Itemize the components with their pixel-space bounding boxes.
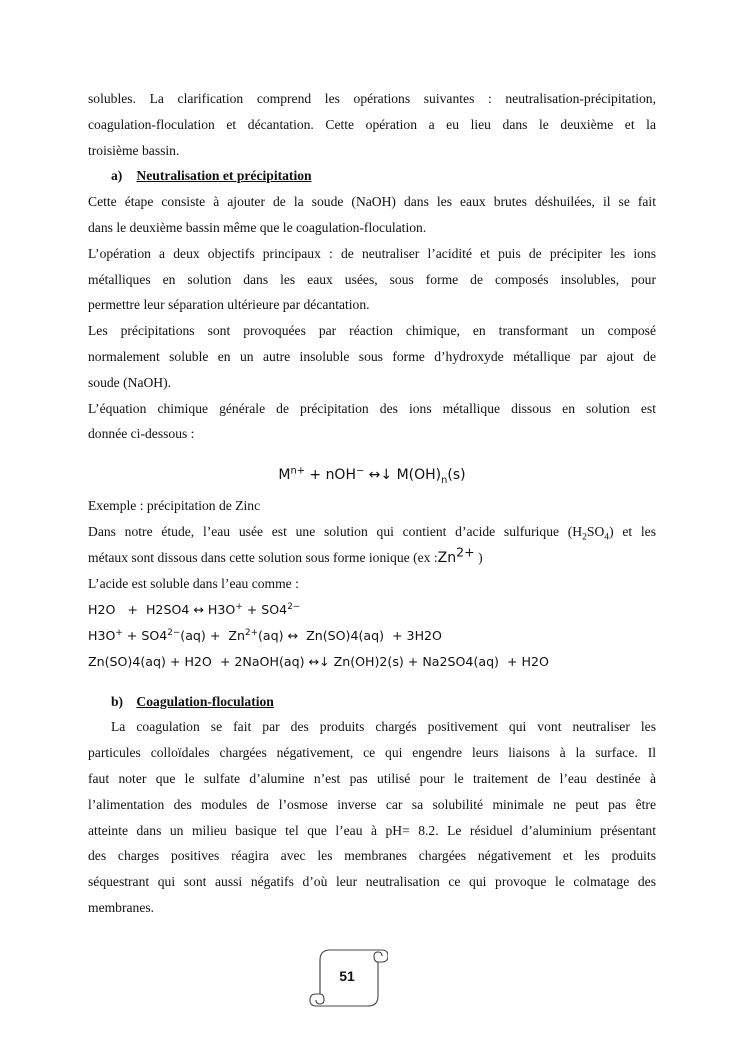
paragraph-line: l’alimentation des modules de l’osmose inverse car sa solubilité minimale ne peut pas être xyxy=(88,796,656,812)
section-b-title: Coagulation-floculation xyxy=(136,693,274,709)
paragraph-line: dans le deuxième bassin même que le coagulation-floculation. xyxy=(88,219,427,235)
example-line: Exemple : précipitation de Zinc xyxy=(88,497,261,513)
section-a-heading xyxy=(111,163,656,189)
section-a-number: a) xyxy=(111,168,123,184)
paragraph-line: membranes. xyxy=(88,899,155,915)
paragraph-line: faut noter que le sulfate d’alumine n’est pas utilisé pour le traitement de l’eau destinée à xyxy=(88,770,656,786)
paragraph-line: Cette étape consiste à ajouter de la soude (NaOH) dans les eaux brutes déshuilées, il se fait xyxy=(88,194,656,210)
zinc-ion: Zn xyxy=(437,549,457,566)
eq-state: (s) xyxy=(447,467,466,484)
paragraph-line: donnée ci-dessous : xyxy=(88,426,195,442)
reaction-3: Zn(SO)4(aq) + H2O + 2NaOH(aq) ↔↓ Zn(OH)2(s) + Na2SO4(aq) + H2O xyxy=(88,653,549,669)
eq-arrow: ↔↓ xyxy=(364,467,397,484)
intro-line: solubles. La clarification comprend les opérations suivantes : neutralisation-précipitation, xyxy=(88,91,656,106)
zinc-ion-charge: 2+ xyxy=(456,544,475,560)
general-precipitation-equation xyxy=(88,463,656,489)
reaction-2: $H3O^+ + SO4^{2-}(aq) + Zn^{2+}(aq)$ ↔ Zn(SO)4(aq) + 3H2O xyxy=(88,627,442,643)
intro-line: coagulation-floculation et décantation. Cette opération a eu lieu dans le deuxième et la xyxy=(88,116,656,132)
paragraph-line: atteinte dans un milieu basique tel que l’eau à pH= 8.2. Le résiduel d’aluminium présentant xyxy=(88,822,656,838)
paragraph-line: séquestrant qui sont aussi négatifs d’où leur neutralisation ce qui provoque le colmatage des xyxy=(88,874,656,890)
paragraph-line: Dans notre étude, l’eau usée est une solution qui contient d’acide sulfurique $(H_2SO_4)$ et les xyxy=(88,523,656,543)
paragraph-line: particules colloïdales chargées négativement, ce qui engendre leurs liaisons à la surface. Il xyxy=(88,745,656,761)
paragraph-line: L’équation chimique générale de précipitation des ions métallique dissous en solution est xyxy=(88,400,656,416)
reaction-1: H2O + H2SO4 ↔ $H3O^+ + SO4^{2-}$ xyxy=(88,601,301,618)
paragraph-line: soude (NaOH). xyxy=(88,374,172,390)
page-number: 51 xyxy=(339,968,355,984)
paragraph-line: métalliques en solution dans les eaux usées, sous forme de composés insolubles, pour xyxy=(88,271,656,287)
paragraph-line: métaux sont dissous dans cette solution sous forme ionique (ex $:Zn^{2+}$ ) xyxy=(88,544,483,566)
acid-line: L’acide est soluble dans l’eau comme : xyxy=(88,576,299,592)
eq-metal: M xyxy=(278,467,291,484)
intro-line: troisième bassin. xyxy=(88,142,180,158)
eq-plus: + xyxy=(304,467,326,484)
paragraph-line: L’opération a deux objectifs principaux : de neutraliser l’acidité et puis de précipiter les ions xyxy=(88,245,656,261)
eq-metal-charge: n+ xyxy=(290,465,305,477)
eq-product-sub: n xyxy=(441,474,448,486)
eq-hydroxide-charge: − xyxy=(355,465,365,477)
paragraph-line: La coagulation se fait par des produits chargés positivement qui vont neutraliser les xyxy=(111,719,656,735)
paragraph-line: normalement soluble en un autre insoluble sous forme d’hydroxyde métallique par ajout de xyxy=(88,348,656,364)
paragraph-line: permettre leur séparation ultérieure par décantation. xyxy=(88,297,370,313)
paragraph-line: des charges positives réagira avec les membranes chargées négativement et les produits xyxy=(88,848,656,864)
eq-hydroxide: nOH xyxy=(325,467,356,484)
eq-product: M(OH) xyxy=(396,467,442,484)
section-b-number: b) xyxy=(111,693,124,709)
document-body xyxy=(88,86,656,921)
section-a-title: Neutralisation et précipitation xyxy=(136,168,312,184)
paragraph-line: Les précipitations sont provoquées par réaction chimique, en transformant un composé xyxy=(88,323,656,339)
section-b-heading xyxy=(111,689,656,715)
